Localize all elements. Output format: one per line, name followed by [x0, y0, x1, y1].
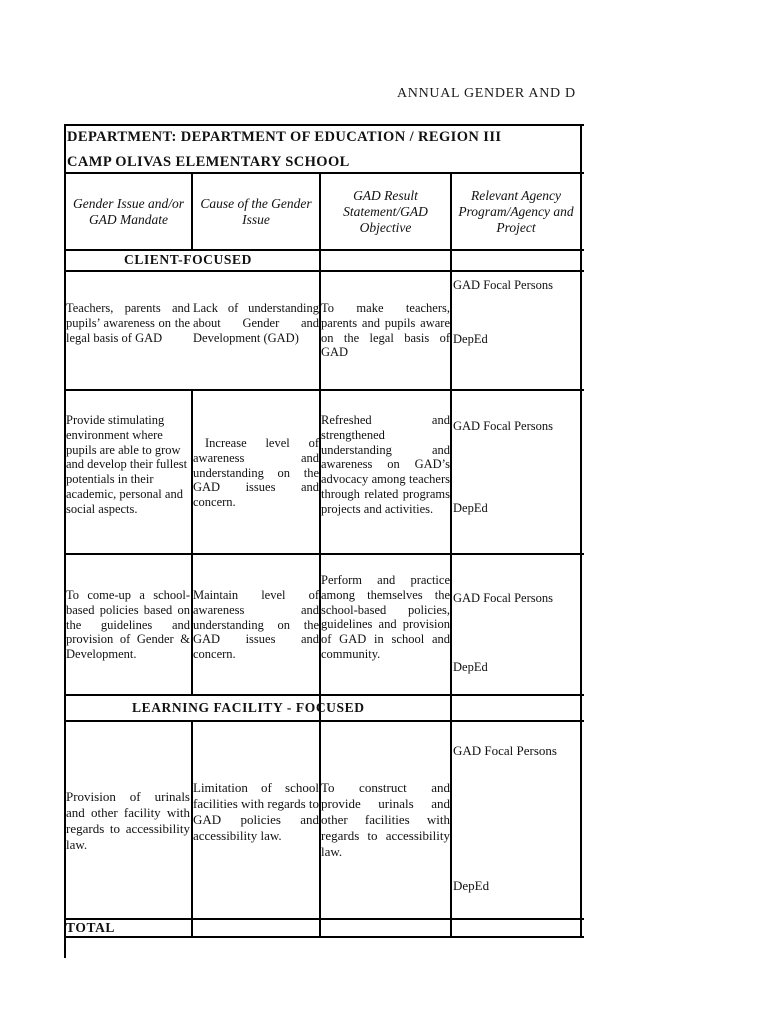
column-header-cause: Cause of the Gender Issue	[200, 195, 312, 227]
grid-line	[64, 270, 584, 272]
grid-line	[64, 553, 584, 555]
grid-line	[64, 694, 584, 696]
section-label-client-focused: CLIENT-FOCUSED	[124, 252, 252, 267]
table-cell-objective: Perform and practice among themselves the school-based policies, guidelines and provision of GAD in school and community.	[321, 573, 450, 661]
table-cell-issue: Provide stimulating environment where pupils are able to grow and develop their fullest potentials in their academic, personal and social aspects.	[66, 413, 188, 516]
grid-line	[64, 389, 584, 391]
table-cell-objective: To construct and provide urinals and other facilities with regards to accessibility law.	[321, 780, 450, 859]
table-cell-cause: Lack of understanding about Gender and Development (GAD)	[193, 301, 319, 345]
table-cell-agency-deped: DepEd	[453, 501, 488, 515]
table-cell-cause: Maintain level of awareness and understanding on the GAD issues and concern.	[193, 588, 319, 662]
table-cell-objective: Refreshed and strengthened understanding and awareness on GAD’s advocacy among teachers through related programs projects and activities.	[321, 413, 450, 516]
table-cell-agency-deped: DepEd	[453, 332, 488, 346]
table-cell-issue: Teachers, parents and pupils’ awareness on the legal basis of GAD	[66, 301, 190, 345]
grid-line	[64, 936, 584, 938]
table-cell-agency-focal: GAD Focal Persons	[453, 743, 557, 758]
grid-line	[64, 918, 584, 920]
document-title: ANNUAL GENDER AND D	[397, 86, 576, 101]
table-cell-issue: To come-up a school-based policies based on the guidelines and provision of Gender & Development.	[66, 588, 190, 662]
grid-line	[580, 124, 582, 938]
page-edge-line	[64, 938, 66, 958]
department-heading: DEPARTMENT: DEPARTMENT OF EDUCATION / REGION III	[67, 129, 502, 145]
table-cell-agency-focal: GAD Focal Persons	[453, 419, 553, 433]
table-cell-objective: To make teachers, parents and pupils aware on the legal basis of GAD	[321, 301, 450, 360]
column-header-gad-result: GAD Result Statement/GAD Objective	[343, 187, 428, 235]
table-cell-agency-deped: DepEd	[453, 660, 488, 674]
table-cell-agency-focal: GAD Focal Persons	[453, 278, 553, 292]
table-cell-cause: Limitation of school facilities with regards to GAD policies and accessibility law.	[193, 780, 319, 843]
table-cell-issue: Provision of urinals and other facility with regards to accessibility law.	[66, 789, 190, 852]
table-cell-agency-focal: GAD Focal Persons	[453, 591, 553, 605]
table-cell-cause: Increase level of awareness and understanding on the GAD issues and concern.	[193, 436, 319, 510]
grid-line	[450, 172, 452, 938]
school-name: CAMP OLIVAS ELEMENTARY SCHOOL	[67, 154, 350, 170]
grid-line	[64, 249, 584, 251]
grid-line	[64, 720, 584, 722]
total-label: TOTAL	[66, 920, 116, 935]
table-cell-agency-deped: DepEd	[453, 878, 490, 893]
column-header-agency: Relevant Agency Program/Agency and Project	[458, 187, 574, 235]
section-label-learning-facility: LEARNING FACILITY - FOCUSED	[132, 700, 365, 715]
column-header-gender-issue: Gender Issue and/or GAD Mandate	[73, 195, 184, 227]
